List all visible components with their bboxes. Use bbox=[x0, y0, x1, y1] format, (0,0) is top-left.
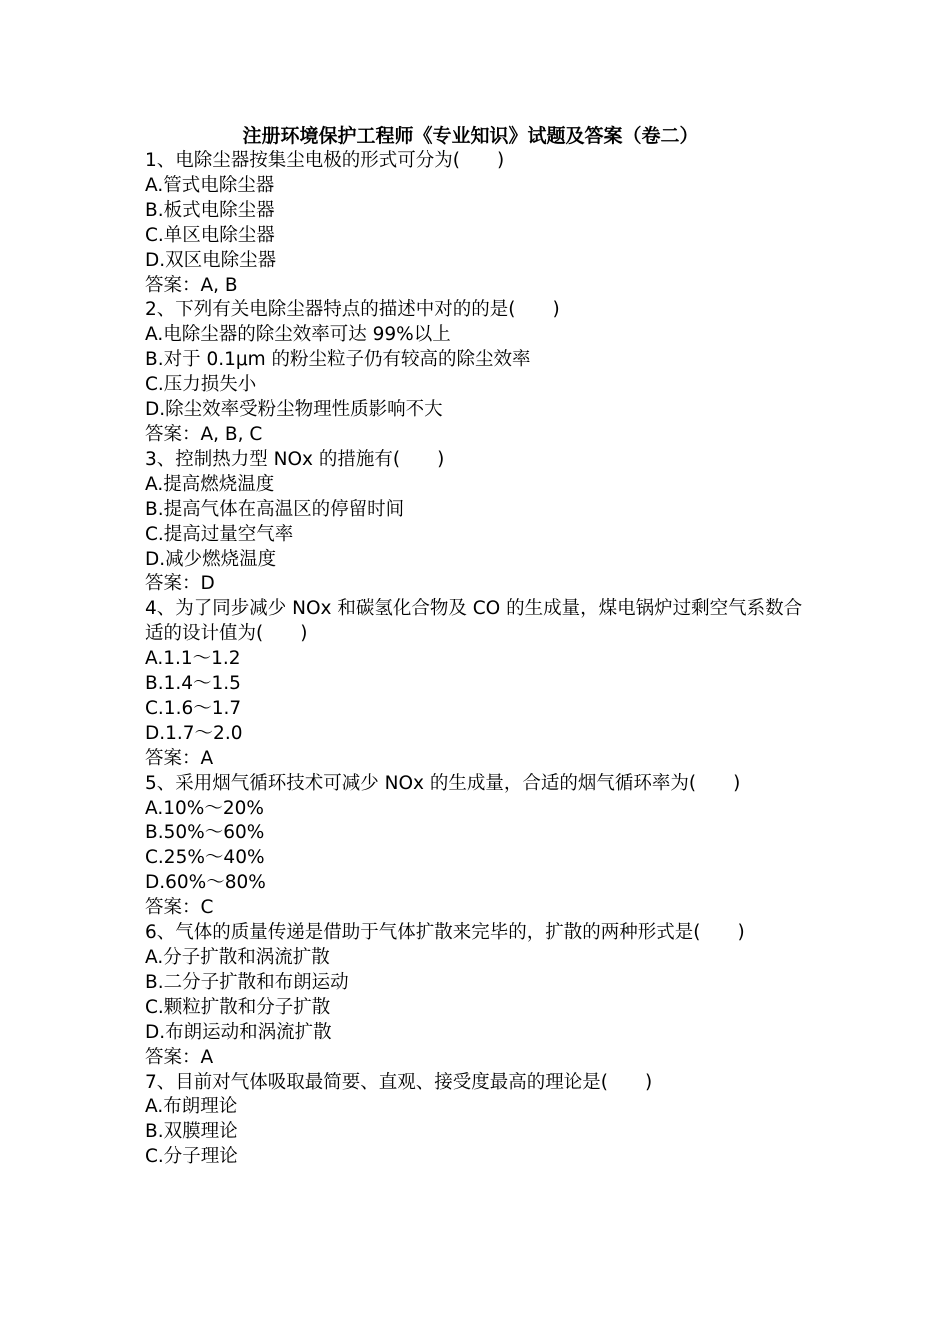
answer: 答案：A bbox=[145, 1046, 214, 1068]
option: A.1.1～1.2 bbox=[145, 648, 241, 670]
option: C.提高过量空气率 bbox=[145, 523, 294, 545]
option: A.分子扩散和涡流扩散 bbox=[145, 947, 330, 968]
option: D.布朗运动和涡流扩散 bbox=[145, 1021, 332, 1043]
question bbox=[145, 149, 810, 298]
question bbox=[145, 1071, 810, 1171]
option: B.双膜理论 bbox=[145, 1121, 238, 1143]
option: D.双区电除尘器 bbox=[145, 249, 277, 271]
option: D.除尘效率受粉尘物理性质影响不大 bbox=[145, 399, 443, 421]
option: D.60%～80% bbox=[145, 872, 266, 894]
question bbox=[145, 298, 810, 447]
question-stem: 3、控制热力型 NOx 的措施有( ) bbox=[145, 448, 445, 470]
option: C.25%～40% bbox=[145, 847, 265, 869]
answer: 答案：C bbox=[145, 897, 214, 919]
document-page bbox=[145, 124, 810, 1170]
option: B.50%～60% bbox=[145, 822, 265, 844]
option: C.1.6～1.7 bbox=[145, 697, 242, 719]
question-stem: 2、下列有关电除尘器特点的描述中对的的是( ) bbox=[145, 299, 560, 321]
option: A.布朗理论 bbox=[145, 1096, 238, 1118]
question-stem: 5、采用烟气循环技术可减少 NOx 的生成量，合适的烟气循环率为( ) bbox=[145, 772, 741, 794]
option: C.颗粒扩散和分子扩散 bbox=[145, 996, 331, 1018]
option: B.二分子扩散和布朗运动 bbox=[145, 971, 349, 993]
question-stem: 7、目前对气体吸取最简要、直观、接受度最高的理论是( ) bbox=[145, 1071, 653, 1093]
option: A.管式电除尘器 bbox=[145, 174, 275, 196]
question bbox=[145, 597, 810, 771]
document-title: 注册环境保护工程师《专业知识》试题及答案（卷二） bbox=[242, 125, 699, 147]
option: A.电除尘器的除尘效率可达 99%以上 bbox=[145, 324, 451, 346]
option: B.1.4～1.5 bbox=[145, 673, 241, 695]
option: D.1.7～2.0 bbox=[145, 722, 243, 744]
question bbox=[145, 921, 810, 1070]
option: D.减少燃烧温度 bbox=[145, 548, 277, 570]
answer: 答案：A bbox=[145, 747, 214, 769]
question bbox=[145, 772, 810, 921]
answer: 答案：A, B, C bbox=[145, 423, 263, 445]
option: C.单区电除尘器 bbox=[145, 224, 275, 246]
option: B.板式电除尘器 bbox=[145, 199, 275, 221]
answer: 答案：D bbox=[145, 573, 215, 595]
question-stem: 1、电除尘器按集尘电极的形式可分为( ) bbox=[145, 150, 505, 171]
option: B.提高气体在高温区的停留时间 bbox=[145, 498, 405, 520]
option: A.提高燃烧温度 bbox=[145, 473, 275, 495]
option: B.对于 0.1μm 的粉尘粒子仍有较高的除尘效率 bbox=[145, 349, 531, 371]
option: C.压力损失小 bbox=[145, 374, 257, 396]
question-stem: 6、气体的质量传递是借助于气体扩散来完毕的，扩散的两种形式是( ) bbox=[145, 922, 745, 944]
question bbox=[145, 448, 810, 597]
option: A.10%～20% bbox=[145, 797, 264, 819]
answer: 答案：A, B bbox=[145, 274, 238, 296]
option: C.分子理论 bbox=[145, 1146, 238, 1168]
question-stem: 4、为了同步减少 NOx 和碳氢化合物及 CO 的生成量，煤电锅炉过剩空气系数合适的设计值为( ) bbox=[145, 598, 803, 645]
